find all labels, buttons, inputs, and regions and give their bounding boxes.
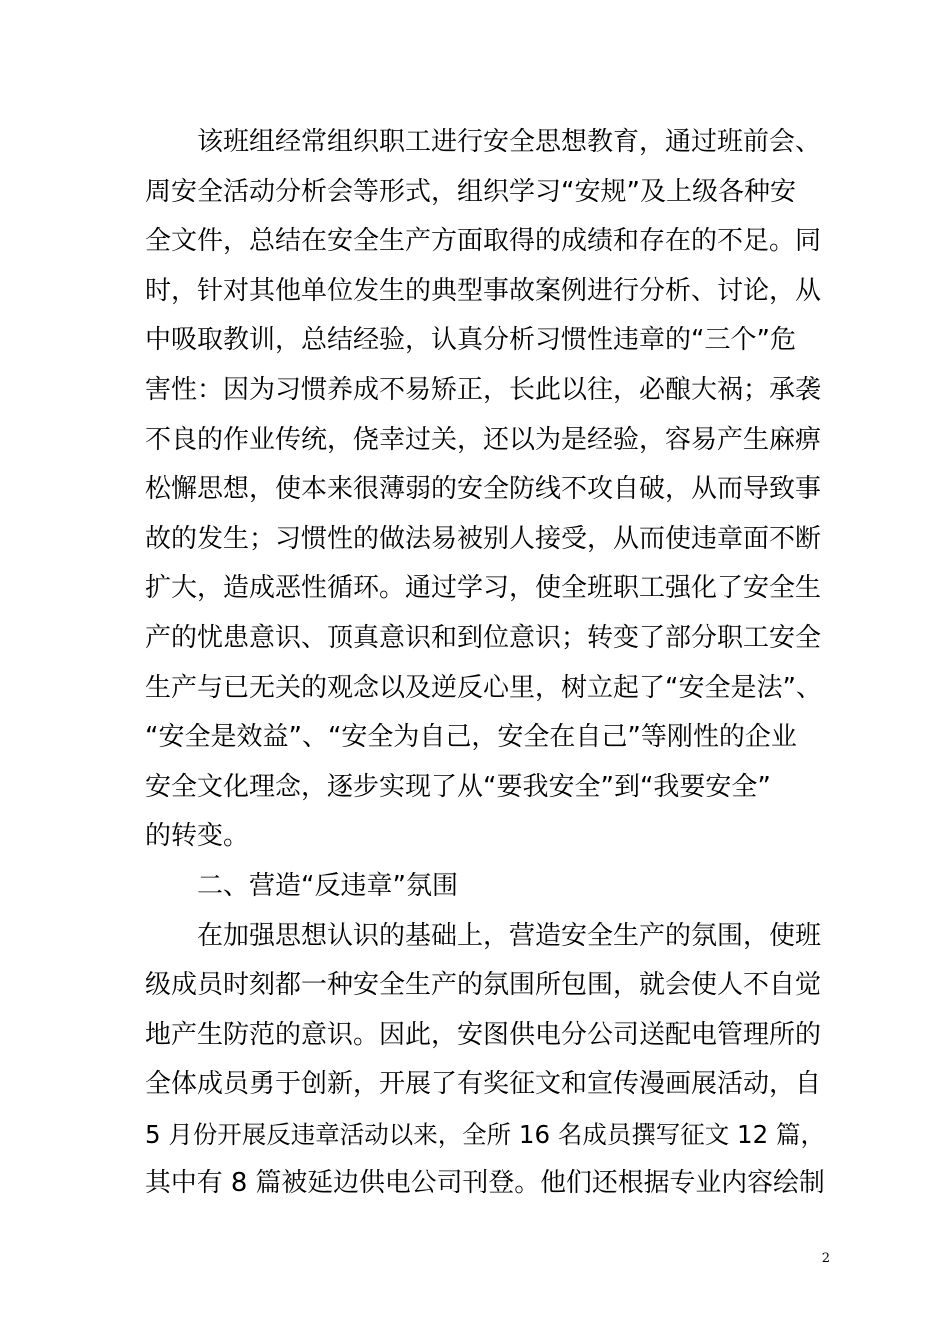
paragraph-line-11: 产的忧患意识、顶真意识和到位意识；转变了部分职工安全 (145, 622, 822, 653)
paragraph-line-1: 该班组经常组织职工进行安全思想教育，通过班前会、 (145, 127, 822, 157)
paragraph-line-2: 周安全活动分析会等形式，组织学习“安规”及上级各种安 (145, 176, 796, 207)
paragraph-line-14: 安全文化理念，逐步实现了从“要我安全”到“我要安全” (145, 771, 771, 802)
section-heading: 二、营造“反违章”氛围 (145, 870, 458, 901)
paragraph-line-5: 中吸取教训，总结经验，认真分析习惯性违章的“三个”危 (145, 325, 796, 356)
paragraph-line-15: 的转变。 (145, 821, 250, 852)
paragraph-line-22: 其中有 8 篇被延边供电公司刊登。他们还根据专业内容绘制 (145, 1168, 825, 1199)
paragraph-line-9: 故的发生；习惯性的做法易被别人接受，从而使违章面不断 (145, 523, 822, 554)
paragraph-line-7: 不良的作业传统，侥幸过关，还以为是经验，容易产生麻痹 (145, 424, 822, 455)
paragraph-line-21: 5 月份开展反违章活动以来，全所 16 名成员撰写征文 12 篇， (145, 1119, 825, 1149)
paragraph-line-3: 全文件，总结在安全生产方面取得的成绩和存在的不足。同 (145, 226, 822, 257)
page-number: 2 (821, 1251, 830, 1266)
paragraph-line-6: 害性：因为习惯养成不易矫正，长此以往，必酿大祸；承袭 (145, 374, 822, 405)
paragraph-line-8: 松懈思想，使本来很薄弱的安全防线不攻自破，从而导致事 (145, 474, 822, 505)
paragraph-line-4: 时，针对其他单位发生的典型事故案例进行分析、讨论，从 (145, 275, 822, 306)
body-text (145, 118, 825, 1209)
paragraph-line-17: 在加强思想认识的基础上，营造安全生产的氛围，使班 (145, 920, 822, 951)
paragraph-line-12: 生产与已无关的观念以及逆反心里，树立起了“安全是法”、 (145, 672, 822, 703)
paragraph-line-10: 扩大，造成恶性循环。通过学习，使全班职工强化了安全生 (145, 573, 822, 604)
paragraph-line-20: 全体成员勇于创新，开展了有奖征文和宣传漫画展活动，自 (145, 1069, 822, 1100)
paragraph-line-13: “安全是效益”、“安全为自己，安全在自己”等刚性的企业 (145, 722, 797, 753)
paragraph-line-19: 地产生防范的意识。因此，安图供电分公司送配电管理所的 (145, 1019, 822, 1050)
paragraph-line-18: 级成员时刻都一种安全生产的氛围所包围，就会使人不自觉 (145, 970, 822, 1001)
